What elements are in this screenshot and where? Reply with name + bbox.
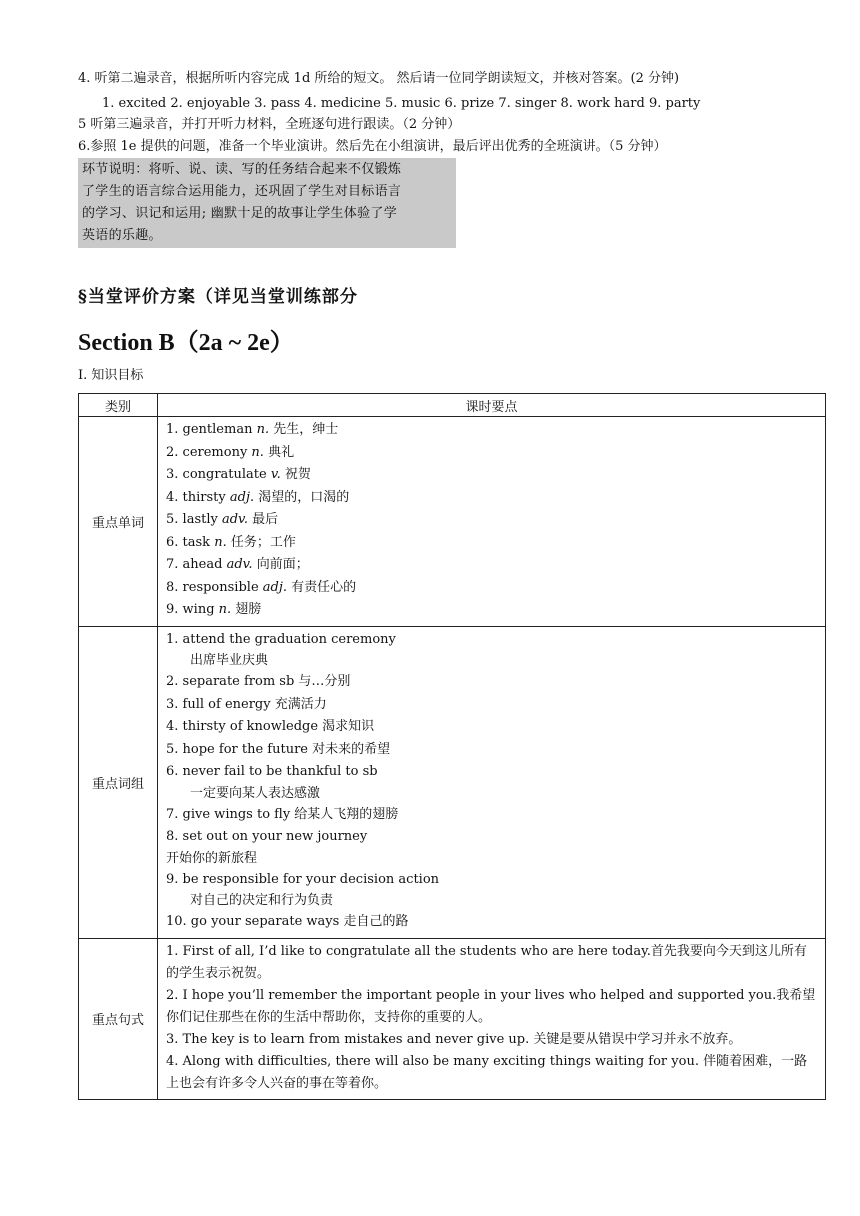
phrase-item: 1. attend the graduation ceremony 出席毕业庆典	[166, 631, 396, 668]
sentences-list	[158, 938, 826, 1099]
word-item: 7. ahead adv. 向前面；	[166, 557, 309, 572]
table-row-words	[79, 417, 826, 627]
word-item: 4. thirsty adj. 渴望的，口渴的	[166, 489, 350, 505]
category-sentences: 重点句式	[79, 938, 158, 1099]
words-list	[158, 417, 826, 627]
phrase-item: 3. full of energy 充满活力	[166, 696, 327, 712]
header-category: 类别	[79, 394, 158, 417]
sentence-item: 4. Along with difficulties, there will also be many exciting things waiting for you. 伴随着困难，一路上也会有许多令人兴奋的事在等着你。	[166, 1053, 808, 1091]
phrases-list	[158, 626, 826, 938]
sentence-item: 2. I hope you’ll remember the important people in your lives who helped and supported you.我希望你们记住那些在你的生活中帮助你，支持你的重要的人。	[166, 987, 816, 1025]
note-line: 英语的乐趣。	[82, 228, 162, 243]
sentence-item: 1. First of all, I’d like to congratulate all the students who are here today.首先我要向今天到这儿所有的学生表示祝贺。	[166, 943, 807, 981]
word-item: 9. wing n. 翅膀	[166, 602, 262, 617]
phrase-item: 9. be responsible for your decision action 对自己的决定和行为负责	[166, 871, 440, 908]
phrase-item: 10. go your separate ways 走自己的路	[166, 914, 409, 929]
step-4-text: 4. 听第二遍录音，根据所听内容完成 1d 所给的短文。 然后请一位同学朗读短文，并核对答案。(2 分钟)	[78, 71, 680, 86]
table-header-row	[79, 394, 826, 417]
table-row-sentences	[79, 938, 826, 1099]
category-words: 重点单词	[79, 417, 158, 627]
word-item: 1. gentleman n. 先生，绅士	[166, 422, 339, 437]
teaching-note-box	[78, 158, 456, 248]
note-line: 的学习、识记和运用; 幽默十足的故事让学生体验了学	[82, 206, 398, 221]
note-line: 环节说明：将听、说、读、写的任务结合起来不仅锻炼	[82, 162, 402, 177]
word-item: 8. responsible adj. 有责任心的	[166, 579, 357, 595]
section-title: Section B（2a ~ 2e）	[78, 330, 294, 356]
table-row-phrases	[79, 626, 826, 938]
word-item: 2. ceremony n. 典礼	[166, 444, 295, 460]
word-item: 6. task n. 任务；工作	[166, 534, 296, 550]
phrase-item: 2. separate from sb 与…分别	[166, 674, 351, 689]
word-item: 3. congratulate v. 祝贺	[166, 467, 311, 482]
step-5-text: 5 听第三遍录音，并打开听力材料，全班逐句进行跟读。（2 分钟）	[78, 117, 461, 132]
lesson-points-table	[78, 393, 826, 1100]
phrase-item: 7. give wings to fly 给某人飞翔的翅膀	[166, 806, 399, 822]
header-points: 课时要点	[158, 394, 826, 417]
evaluation-heading: §当堂评价方案（详见当堂训练部分	[78, 287, 358, 307]
answer-key-text: 1. excited 2. enjoyable 3. pass 4. medicine 5. music 6. prize 7. singer 8. work hard 9. party	[102, 96, 701, 111]
step-6-text: 6.参照 1e 提供的问题，准备一个毕业演讲。然后先在小组演讲，最后评出优秀的全班演讲。（5 分钟）	[78, 139, 667, 154]
word-item: 5. lastly adv. 最后	[166, 512, 279, 527]
phrase-item: 8. set out on your new journey 开始你的新旅程	[166, 829, 368, 866]
category-phrases: 重点词组	[79, 626, 158, 938]
phrase-item: 6. never fail to be thankful to sb 一定要向某人表达感激	[166, 764, 378, 801]
phrase-item: 5. hope for the future 对未来的希望	[166, 741, 391, 757]
note-line: 了学生的语言综合运用能力，还巩固了学生对目标语言	[82, 184, 402, 199]
sentence-item: 3. The key is to learn from mistakes and never give up. 关键是要从错误中学习并永不放弃。	[166, 1031, 742, 1047]
knowledge-goal-heading: I. 知识目标	[78, 368, 144, 383]
phrase-item: 4. thirsty of knowledge 渴求知识	[166, 719, 375, 734]
